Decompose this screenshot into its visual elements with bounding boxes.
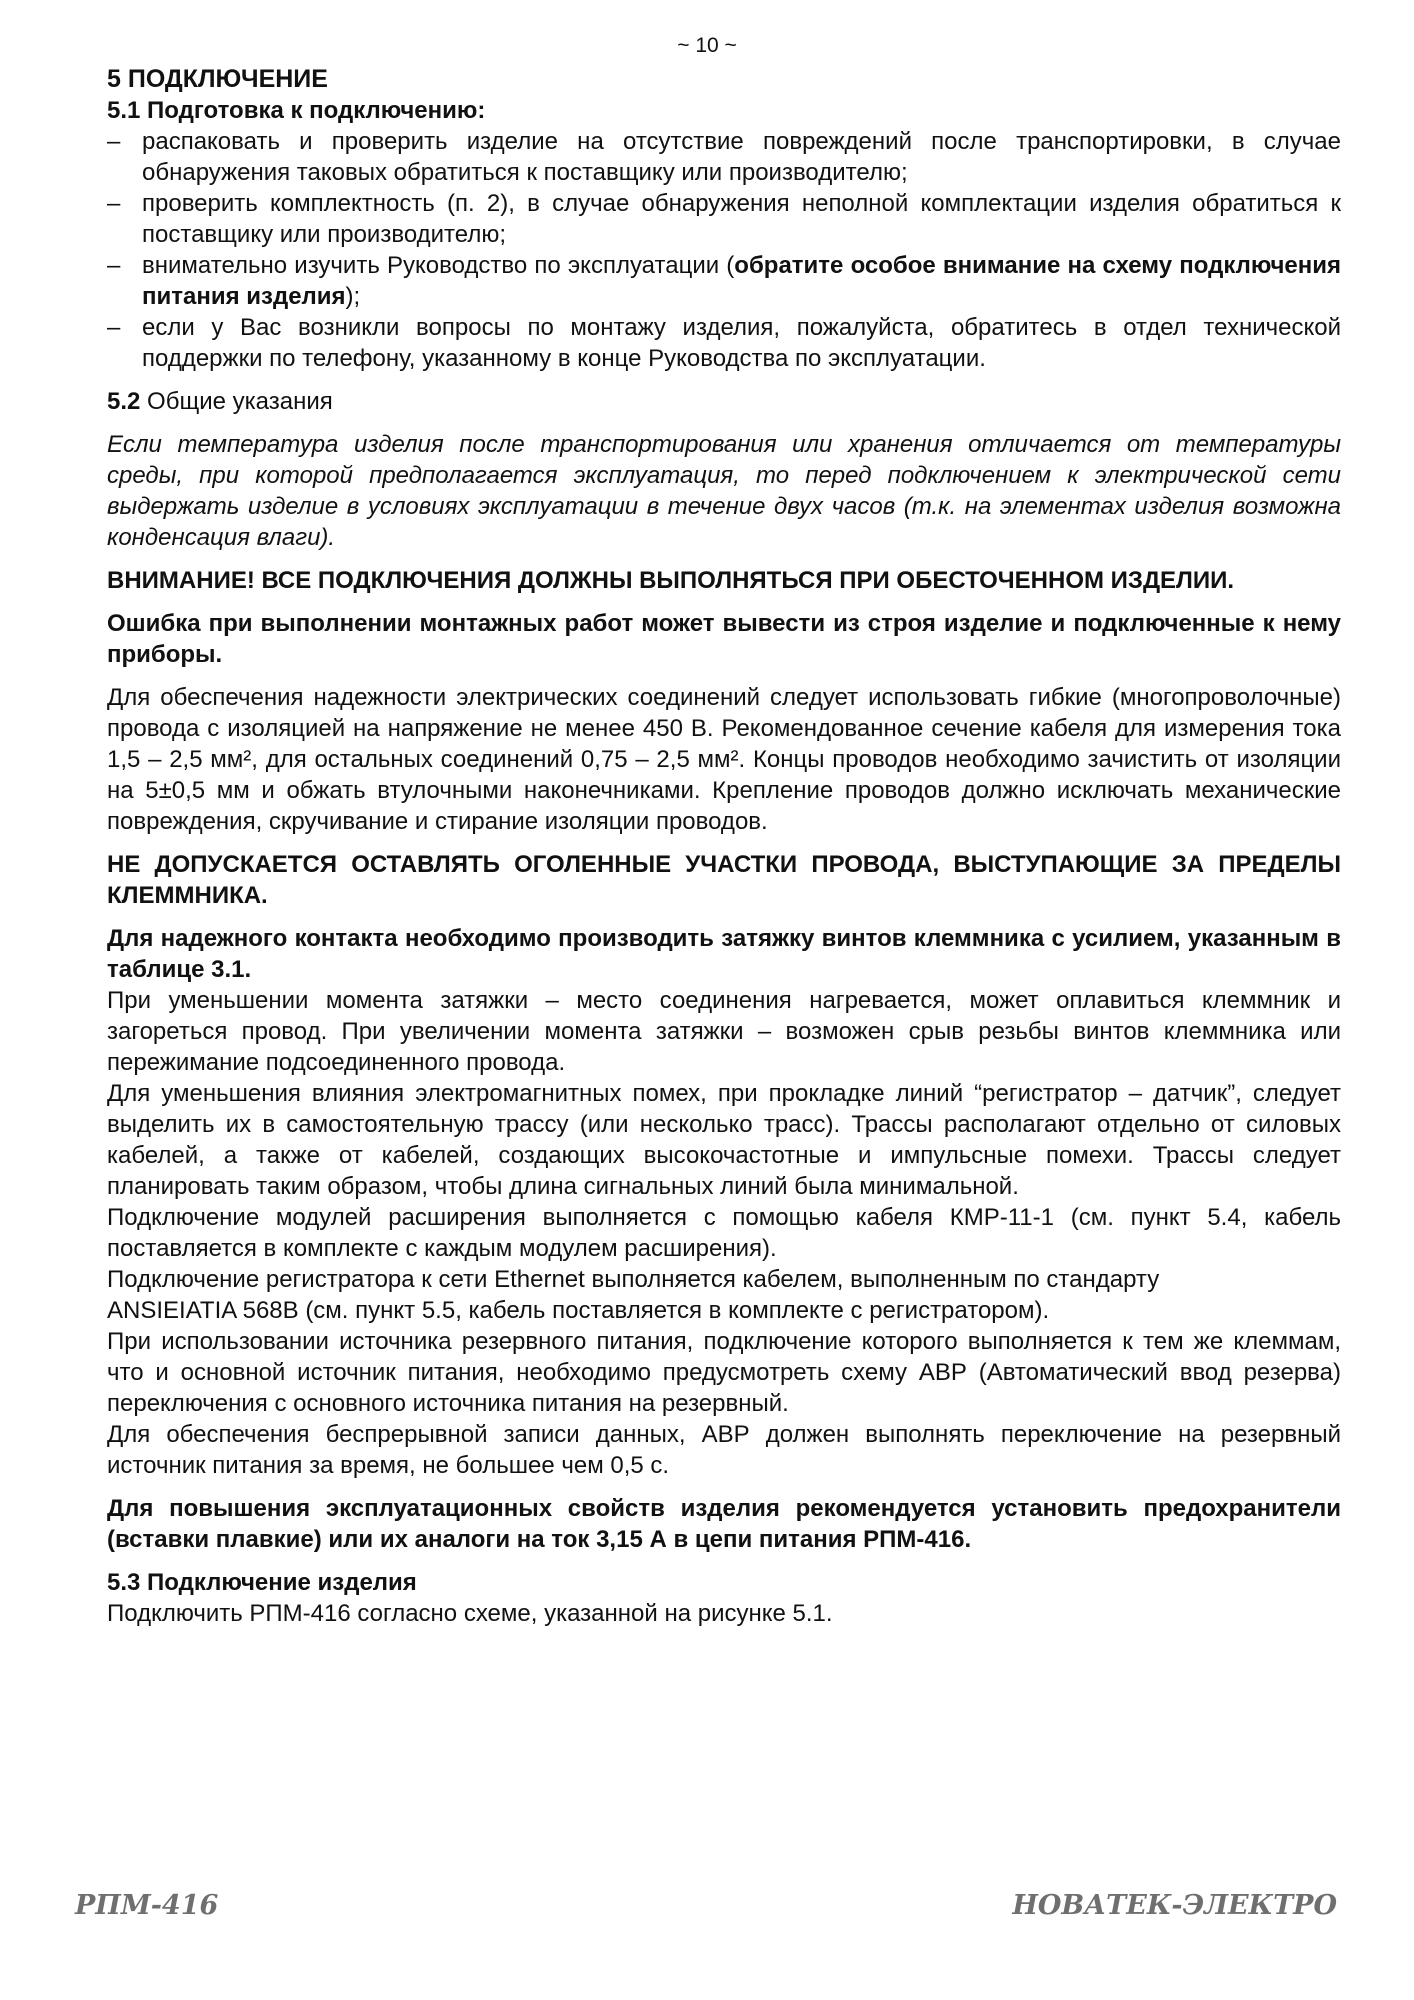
warning-power-off: ВНИМАНИЕ! ВСЕ ПОДКЛЮЧЕНИЯ ДОЛЖНЫ ВЫПОЛНЯТЬСЯ ПРИ ОБЕСТОЧЕННОМ ИЗДЕЛИИ. <box>107 567 1235 594</box>
paragraph-connection: Подключить РПМ-416 согласно схеме, указанной на рисунке 5.1. <box>107 1600 833 1627</box>
warning-screw-torque: Для надежного контакта необходимо производить затяжку винтов клеммника с усилием, указанным в таблице 3.1. <box>107 925 1341 983</box>
subsection-number: 5.2 <box>107 388 141 415</box>
paragraph-emi: Для уменьшения влияния электромагнитных помех, при прокладке линий “регистратор – датчик”, следует выделить их в самостоятельную трассу (или несколько трасс). Трассы располагают отдельно от силовых кабелей, а также от кабелей, создающих высокочастотные и импульсные помехи. Трассы следует планировать таким образом, чтобы длина сигнальных линий была минимальной. <box>107 1080 1341 1200</box>
paragraph-ethernet-2: ANSIEIATIA 568B (см. пункт 5.5, кабель поставляется в комплекте с регистратором). <box>107 1297 1050 1324</box>
footer-model: РПМ-416 <box>75 1890 219 1921</box>
paragraph-backup-power: При использовании источника резервного питания, подключение которого выполняется к тем же клеммам, что и основной источник питания, необходимо предусмотреть схему АВР (Автоматический ввод резерва) переключения с основного источника питания на резервный. <box>107 1328 1341 1417</box>
paragraph-ethernet-1: Подключение регистратора к сети Ethernet выполняется кабелем, выполненным по стандарту <box>107 1266 1160 1293</box>
list-item <box>107 250 1341 312</box>
list-item: – распаковать и проверить изделие на отсутствие повреждений после транспортировки, в случае обнаружения таковых обратиться к поставщику или производителю; <box>107 126 1341 188</box>
list-item-text: внимательно изучить Руководство по эксплуатации ( <box>142 252 735 279</box>
list-item: – проверить комплектность (п. 2), в случае обнаружения неполной комплектации изделия обратиться к поставщику или производителю; <box>107 188 1341 250</box>
temperature-note: Если температура изделия после транспортирования или хранения отличается от температуры среды, при которой предполагается эксплуатация, то перед подключением к электрической сети выдержать изделие в условиях эксплуатации в течение двух часов (т.к. на элементах изделия возможна конденсация влаги). <box>107 431 1341 551</box>
warning-fuses: Для повышения эксплуатационных свойств изделия рекомендуется установить предохранители (вставки плавкие) или их аналоги на ток 3,15 А в цепи питания РПМ-416. <box>107 1495 1341 1553</box>
subsection-5-1-title: 5.1 Подготовка к подключению: <box>107 97 486 124</box>
subsection-label: Общие указания <box>140 388 333 415</box>
list-item-emphasis: обратите особое внимание на схему подключения питания изделия <box>142 252 1341 310</box>
subsection-5-3-title: 5.3 Подключение изделия <box>107 1569 417 1596</box>
warning-installation-error: Ошибка при выполнении монтажных работ может вывести из строя изделие и подключенные к нему приборы. <box>107 610 1341 668</box>
footer-brand: НОВАТЕК-ЭЛЕКТРО <box>1012 1890 1337 1921</box>
warning-bare-wires: НЕ ДОПУСКАЕТСЯ ОСТАВЛЯТЬ ОГОЛЕННЫЕ УЧАСТКИ ПРОВОДА, ВЫСТУПАЮЩИЕ ЗА ПРЕДЕЛЫ КЛЕММНИКА. <box>107 851 1341 909</box>
paragraph-torque: При уменьшении момента затяжки – место соединения нагревается, может оплавиться клеммник и загореться провод. При увеличении момента затяжки – возможен срыв резьбы винтов клеммника или пережимание подсоединенного провода. <box>107 987 1341 1076</box>
list-item-text: ); <box>345 283 361 310</box>
page-number: ~ 10 ~ <box>677 34 737 57</box>
paragraph-wiring: Для обеспечения надежности электрических соединений следует использовать гибкие (многопроволочные) провода с изоляцией на напряжение не менее 450 В. Рекомендованное сечение кабеля для измерения тока 1,5 – 2,5 мм², для остальных соединений 0,75 – 2,5 мм². Концы проводов необходимо зачистить от изоляции на 5±0,5 мм и обжать втулочными наконечниками. Крепление проводов должно исключать механические повреждения, скручивание и стирание изоляции проводов. <box>107 684 1341 835</box>
section-title: 5 ПОДКЛЮЧЕНИЕ <box>107 65 328 93</box>
list-item: – если у Вас возникли вопросы по монтажу изделия, пожалуйста, обратитесь в отдел технической поддержки по телефону, указанному в конце Руководства по эксплуатации. <box>107 312 1341 374</box>
page-content <box>107 64 1341 1629</box>
subsection-5-2-title <box>107 386 1341 417</box>
preparation-list <box>107 126 1341 374</box>
paragraph-expansion: Подключение модулей расширения выполняется с помощью кабеля КМР-11-1 (см. пункт 5.4, кабель поставляется в комплекте с каждым модулем расширения). <box>107 1204 1341 1262</box>
paragraph-ats: Для обеспечения беспрерывной записи данных, АВР должен выполнять переключение на резервный источник питания за время, не большее чем 0,5 с. <box>107 1421 1341 1479</box>
